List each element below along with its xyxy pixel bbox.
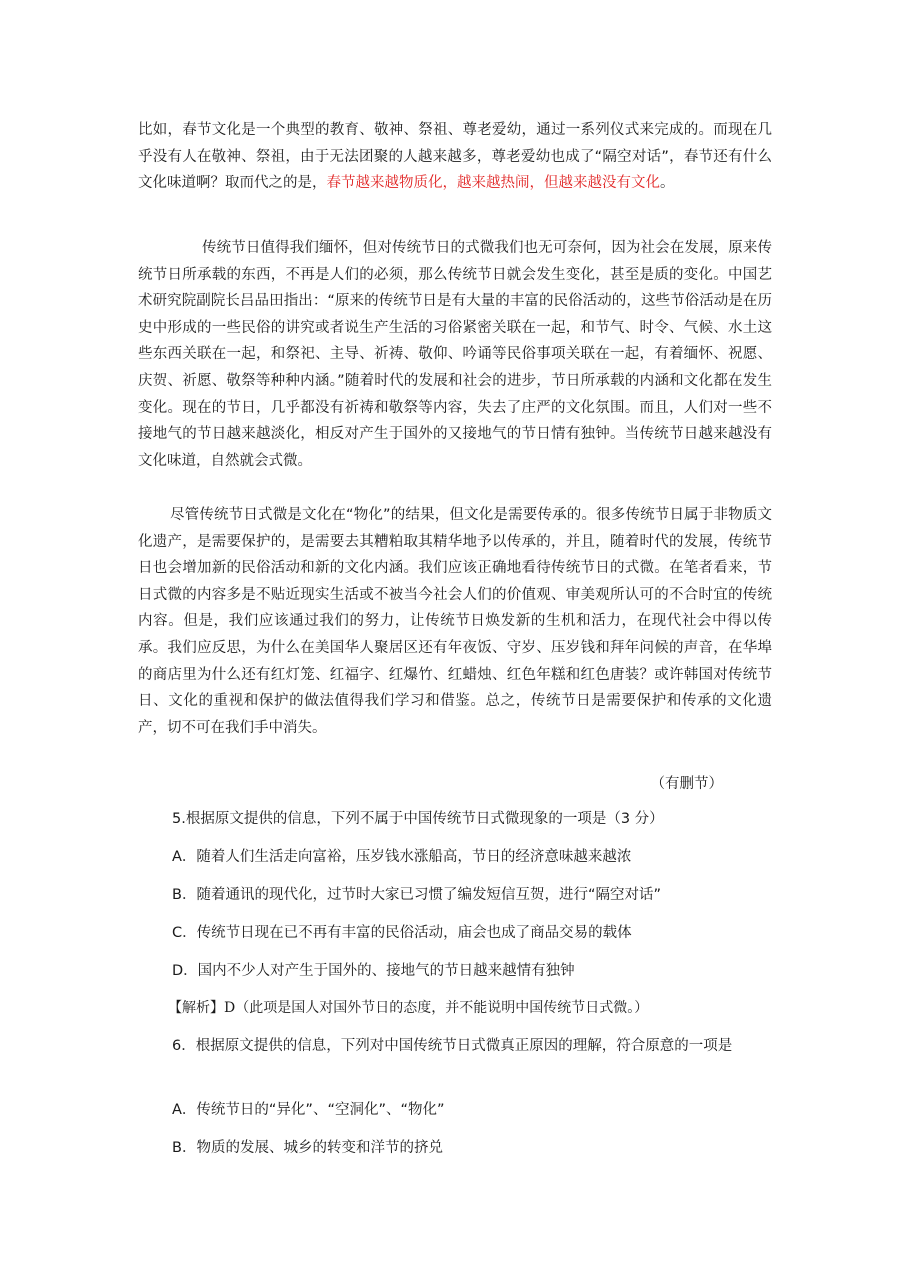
highlighted-text: 春节越来越物质化，越来越热闹，但越来越没有文化: [326, 175, 660, 192]
paragraph-text: 比如，春节文化是一个典型的教育、敬神、祭祖、尊老爱幼，通过一系列仪式来完成的。而现在几乎没有人在敬神、祭祖，由于无法团聚的人越来越多，尊老爱幼也成了“隔空对话”，春节还有什么文化味道啊？取而代之的是，: [138, 122, 772, 192]
paragraph-spring-festival: [138, 117, 772, 197]
analysis-label: 【解析】: [168, 1000, 224, 1016]
paragraph-inheritance: 尽管传统节日式微是文化在“物化”的结果，但文化是需要传承的。很多传统节日属于非物质文化遗产，是需要保护的，是需要去其糟粕取其精华地予以传承的，并且，随着时代的发展，传统节日也会增加新的民俗活动和新的文化内涵。我们应该正确地看待传统节日的式微。在笔者看来，节日式微的内容多是不贴近现实生活或不被当今社会人们的价值观、审美观所认可的不合时宜的传统内容。但是，我们应该通过我们的努力，让传统节日焕发新的生机和活力，在现代社会中得以传承。我们应反思，为什么在美国华人聚居区还有年夜饭、守岁、压岁钱和拜年问候的声音，在华埠的商店里为什么还有红灯笼、红福字、红爆竹、红蜡烛、红色年糕和红色唐装？或许韩国对传统节日、文化的重视和保护的做法值得我们学习和借鉴。总之，传统节日是需要保护和传承的文化遗产，切不可在我们手中消失。: [138, 507, 772, 736]
question-5-analysis: [168, 996, 648, 1020]
question-6-option-b: B．物质的发展、城乡的转变和洋节的挤兑: [172, 1140, 443, 1156]
paragraph-tradition-change: 传统节日值得我们缅怀，但对传统节日的式微我们也无可奈何，因为社会在发展，原来传统节日所承载的东西，不再是人们的必须，那么传统节日就会发生变化，甚至是质的变化。中国艺术研究院副院长吕品田指出：“原来的传统节日是有大量的丰富的民俗活动的，这些节俗活动是在历史中形成的一些民俗的讲究或者说生产生活的习俗紧密关联在一起，和节气、时令、气候、水土这些东西关联在一起，和祭祀、主导、祈祷、敬仰、吟诵等民俗事项关联在一起，有着缅怀、祝愿、庆贺、祈愿、敬祭等种种内涵。”随着时代的发展和社会的进步，节日所承载的内涵和文化都在发生变化。现在的节日，几乎都没有祈祷和敬祭等内容，失去了庄严的文化氛围。而且，人们对一些不接地气的节日越来越淡化，相反对产生于国外的又接地气的节日情有独钟。当传统节日越来越没有文化味道，自然就会式微。: [138, 240, 772, 469]
analysis-text: D（此项是国人对国外节日的态度，并不能说明中国传统节日式微。）: [224, 1000, 649, 1016]
question-5-stem: 5.根据原文提供的信息，下列不属于中国传统节日式微现象的一项是（3 分）: [172, 811, 664, 827]
question-5-option-a: A．随着人们生活走向富裕，压岁钱水涨船高，节日的经济意味越来越浓: [172, 849, 632, 865]
question-6-option-a: A．传统节日的“异化”、“空洞化”、“物化”: [172, 1102, 445, 1118]
question-5-option-c: C．传统节日现在已不再有丰富的民俗活动，庙会也成了商品交易的载体: [172, 925, 632, 941]
question-5-option-d: D．国内不少人对产生于国外的、接地气的节日越来越情有独钟: [172, 963, 575, 979]
source-note: （有删节）: [650, 776, 723, 792]
question-5-option-b: B．随着通讯的现代化，过节时大家已习惯了编发短信互贺，进行“隔空对话”: [172, 887, 661, 903]
paragraph-end: 。: [660, 175, 675, 192]
question-6-stem: 6．根据原文提供的信息，下列对中国传统节日式微真正原因的理解，符合原意的一项是: [172, 1038, 733, 1054]
